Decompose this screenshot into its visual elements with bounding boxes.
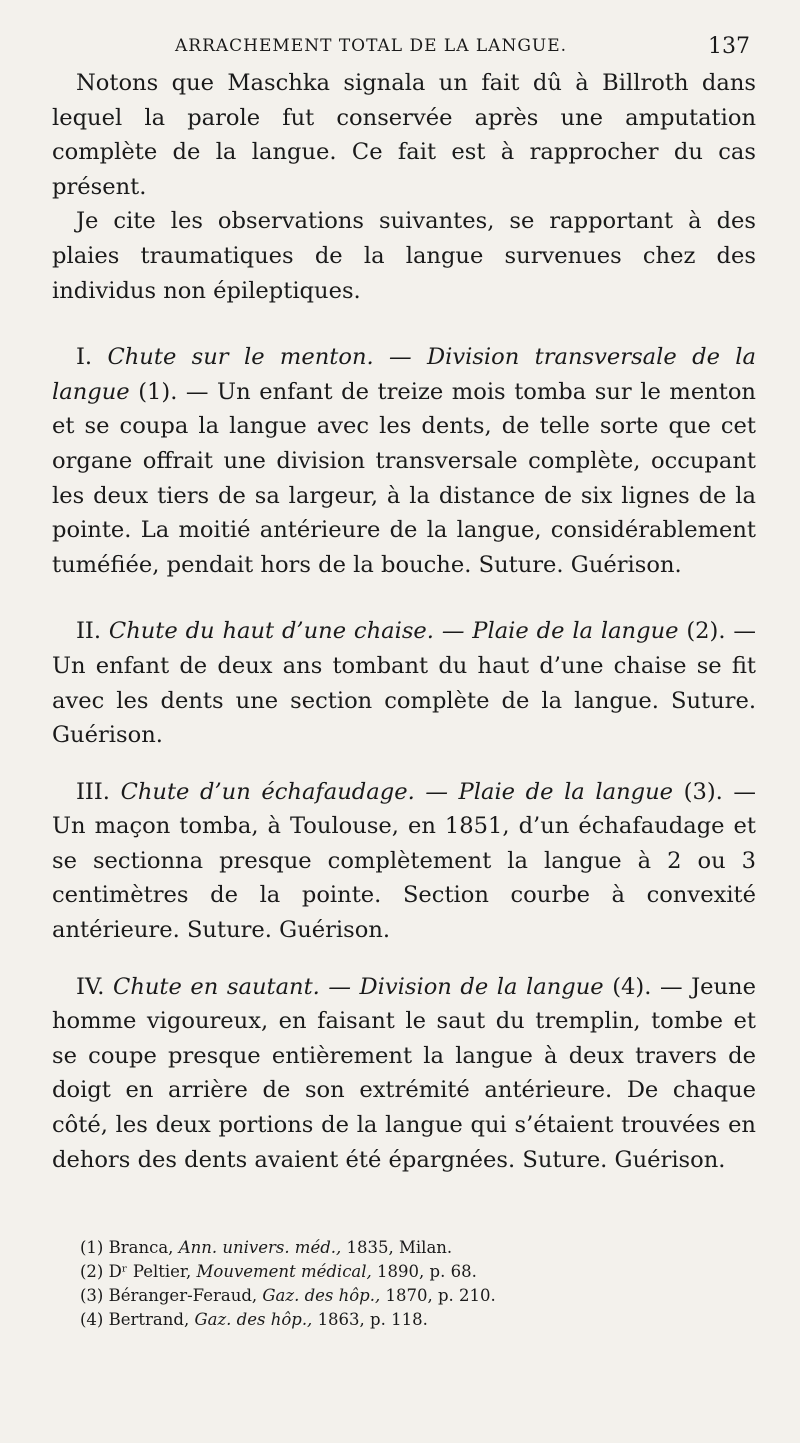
footnote-3-number: (3) [80, 1286, 104, 1305]
observation-4-text: — Jeune homme vigoureux, en faisant le saut du tremplin, tombe et se coupe presque entièrement la langue à deux travers de doigt en arrière de son extrémité antérieure. De chaque côté, les deux portions de la langue qui s’étaient trouvées en dehors des dents avaient été épargnées. Suture. Guérison. [52, 973, 756, 1173]
observation-4 [52, 970, 756, 1178]
observation-2 [52, 614, 756, 752]
footnote-4-number: (4) [80, 1310, 104, 1329]
footnote-3-author: Béranger-Feraud, [108, 1286, 258, 1305]
footnote-2-number: (2) [80, 1262, 104, 1281]
footnote-1 [80, 1236, 740, 1260]
footnote-2 [80, 1260, 740, 1284]
page-number: 137 [708, 34, 750, 59]
observation-2-numeral: II. [76, 618, 102, 645]
footnote-1-number: (1) [80, 1238, 104, 1257]
footnote-3-details: 1870, p. 210. [385, 1286, 496, 1305]
footnote-3 [80, 1284, 740, 1308]
observation-3-title: Chute d’un échafaudage. — Plaie de la langue [120, 778, 674, 805]
footnotes [80, 1236, 740, 1332]
footnote-4-source: Gaz. des hôp., [194, 1310, 313, 1329]
footnote-2-details: 1890, p. 68. [377, 1262, 477, 1281]
footnote-4-author: Bertrand, [108, 1310, 190, 1329]
running-head: ARRACHEMENT TOTAL DE LA LANGUE. [175, 36, 568, 56]
observation-1-numeral: I. [76, 344, 93, 371]
body-text [52, 66, 756, 1177]
footnote-1-author: Branca, [108, 1238, 174, 1257]
observation-1-text: — Un enfant de treize mois tomba sur le menton et se coupa la langue avec les dents, de telle sorte que cet organe offrait une division transversale complète, occupant les deux tiers de sa largeur, à la distance de six lignes de la pointe. La moitié antérieure de la langue, considérablement tuméfiée, pendait hors de la bouche. Suture. Guérison. [52, 378, 756, 578]
paragraph-intro-observations: Je cite les observations suivantes, se rapportant à des plaies traumatiques de la langue survenues chez des individus non épileptiques. [52, 208, 756, 304]
footnote-2-author: Dʳ Peltier, [108, 1262, 192, 1281]
footnote-2-source: Mouvement médical, [196, 1262, 372, 1281]
observation-2-text: — Un enfant de deux ans tombant du haut d’une chaise se fit avec les dents une section complète de la langue. Suture. Guérison. [52, 618, 756, 749]
footnote-1-details: 1835, Milan. [346, 1238, 453, 1257]
footnote-3-source: Gaz. des hôp., [262, 1286, 381, 1305]
observation-2-title: Chute du haut d’une chaise. — Plaie de la langue [108, 618, 679, 645]
observation-3-footnote-ref: (3). — [683, 778, 757, 805]
observation-4-title: Chute en sautant. — Division de la langue [113, 973, 604, 1000]
observation-3-numeral: III. [76, 778, 110, 805]
observation-2-footnote-ref: (2). [686, 618, 726, 645]
paragraph-maschka: Notons que Maschka signala un fait dû à Billroth dans lequel la parole fut conservée après une amputation complète de la langue. Ce fait est à rapprocher du cas présent. [52, 70, 756, 200]
observation-1 [52, 340, 756, 582]
footnote-4-details: 1863, p. 118. [317, 1310, 428, 1329]
observation-3 [52, 775, 756, 948]
observation-1-footnote-ref: (1). [138, 378, 178, 405]
observation-4-numeral: IV. [76, 973, 105, 1000]
observation-3-text: Un maçon tomba, à Toulouse, en 1851, d’un échafaudage et se sectionna presque complètement la langue à 2 ou 3 centimètres de la pointe. Section courbe à convexité antérieure. Suture. Guérison. [52, 813, 756, 944]
footnote-1-source: Ann. univers. méd., [178, 1238, 342, 1257]
footnote-4 [80, 1308, 740, 1332]
observation-1-title: Chute sur le menton. — Division transversale de la langue [52, 344, 756, 405]
observation-4-footnote-ref: (4). [612, 973, 652, 1000]
page-header [175, 36, 750, 58]
